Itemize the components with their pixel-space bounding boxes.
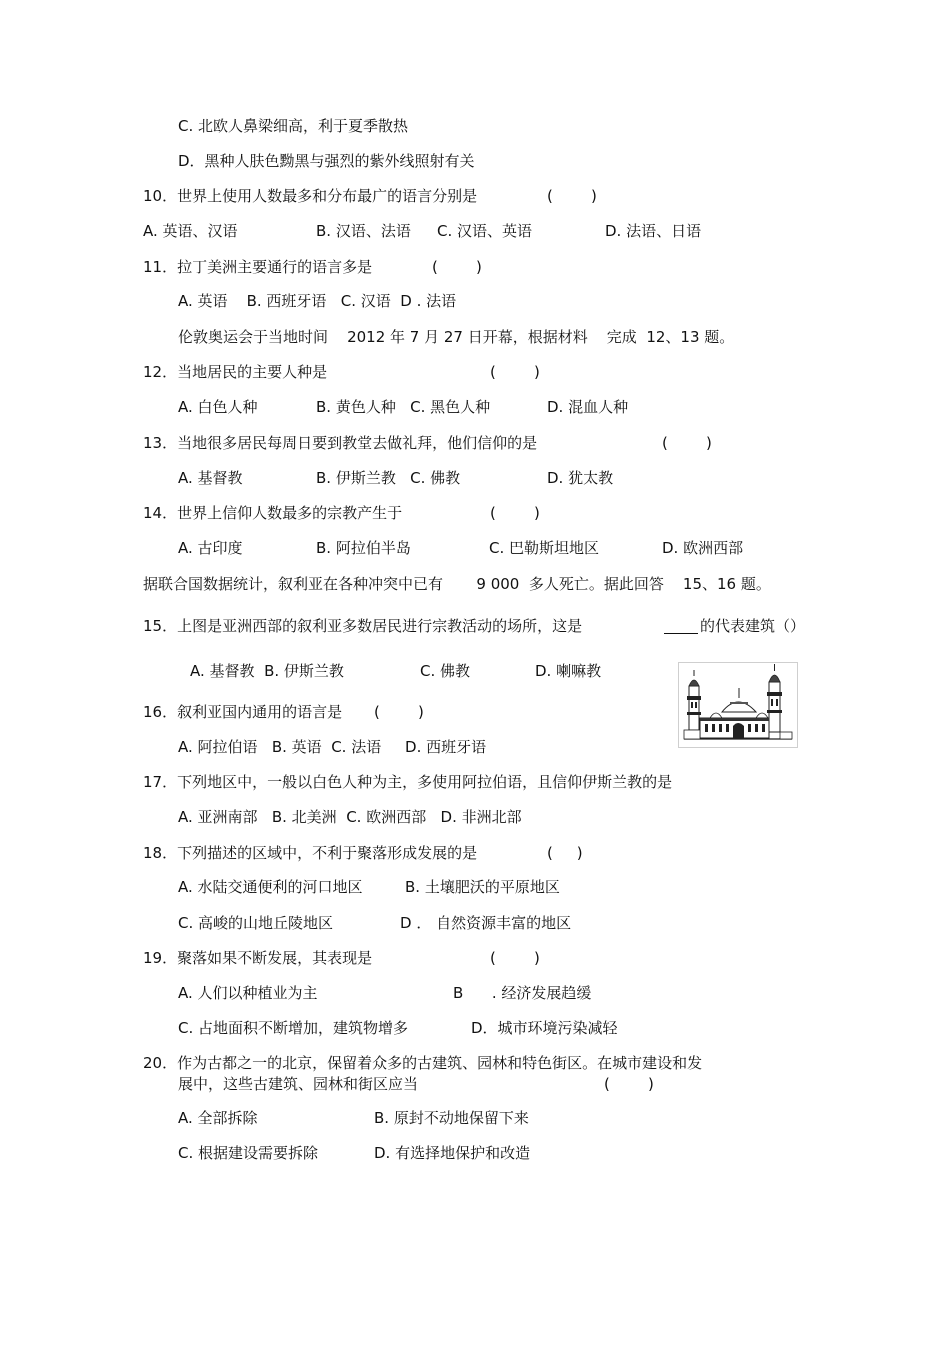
q12-option-b-c: B. 黄色人种 C. 黑色人种	[316, 398, 491, 416]
q10-option-c: C. 汉语、英语	[437, 222, 533, 240]
q10-stem: 10．世界上使用人数最多和分布最广的语言分别是	[143, 187, 478, 205]
q14-option-c: C. 巴勒斯坦地区	[489, 539, 600, 557]
q18-answer-paren: ( )	[547, 844, 583, 862]
q14-stem: 14．世界上信仰人数最多的宗教产生于	[143, 504, 403, 522]
q10-option-d: D. 法语、日语	[605, 222, 702, 240]
q18-option-a: A. 水陆交通便利的河口地区	[178, 878, 363, 896]
q18-option-c: C. 高峻的山地丘陵地区	[178, 914, 334, 932]
q19-option-d: D．城市环境污染减轻	[471, 1019, 618, 1037]
q15-option-a-b: A. 基督教 B. 伊斯兰教	[190, 662, 344, 680]
q16-stem: 16．叙利亚国内通用的语言是	[143, 703, 343, 721]
q16-answer-paren: ( )	[374, 703, 424, 721]
q15-option-c: C. 佛教	[420, 662, 471, 680]
q15-blank	[664, 619, 698, 634]
q13-option-a: A. 基督教	[178, 469, 243, 487]
q15-option-d: D. 喇嘛教	[535, 662, 602, 680]
q18-stem: 18．下列描述的区域中，不利于聚落形成发展的是	[143, 844, 478, 862]
mosque-icon	[678, 662, 798, 748]
intro-15-16: 据联合国数据统计，叙利亚在各种冲突中已有 9 000 多人死亡。据此回答 15、16 题。	[143, 575, 771, 593]
q20-option-c: C. 根据建设需要拆除	[178, 1144, 319, 1162]
q11-options: A. 英语 B. 西班牙语 C. 汉语 D . 法语	[178, 292, 457, 310]
q14-option-d: D. 欧洲西部	[662, 539, 744, 557]
q17-options: A. 亚洲南部 B. 北美洲 C. 欧洲西部 D. 非洲北部	[178, 808, 522, 826]
q14-option-a: A. 古印度	[178, 539, 243, 557]
q14-answer-paren: ( )	[490, 504, 540, 522]
q12-answer-paren: ( )	[490, 363, 540, 381]
q15-stem: 15．上图是亚洲西部的叙利亚多数居民进行宗教活动的场所，这是	[143, 617, 583, 635]
q9-option-d: D．黑种人肤色黝黑与强烈的紫外线照射有关	[178, 152, 475, 170]
q20-stem-line1: 20．作为古都之一的北京，保留着众多的古建筑、园林和特色街区。在城市建设和发	[143, 1054, 703, 1072]
q13-answer-paren: ( )	[662, 434, 712, 452]
q9-option-c: C. 北欧人鼻梁细高，利于夏季散热	[178, 117, 409, 135]
q10-option-a: A. 英语、汉语	[143, 222, 238, 240]
q16-options: A. 阿拉伯语 B. 英语 C. 法语 D. 西班牙语	[178, 738, 487, 756]
q13-option-d: D. 犹太教	[547, 469, 614, 487]
q19-option-b: B . 经济发展趋缓	[453, 984, 592, 1002]
q19-answer-paren: ( )	[490, 949, 540, 967]
q20-option-b: B. 原封不动地保留下来	[374, 1109, 529, 1127]
q15-stem-tail: 的代表建筑（）	[700, 617, 806, 635]
q11-answer-paren: ( )	[432, 258, 482, 276]
q10-option-b: B. 汉语、法语	[316, 222, 411, 240]
q14-option-b: B. 阿拉伯半岛	[316, 539, 411, 557]
intro-12-13: 伦敦奥运会于当地时间 2012 年 7 月 27 日开幕，根据材料 完成 12、13 题。	[178, 328, 735, 346]
q13-stem: 13．当地很多居民每周日要到教堂去做礼拜，他们信仰的是	[143, 434, 538, 452]
q20-option-d: D. 有选择地保护和改造	[374, 1144, 531, 1162]
q13-option-b-c: B. 伊斯兰教 C. 佛教	[316, 469, 461, 487]
q19-stem: 19．聚落如果不断发展，其表现是	[143, 949, 373, 967]
q12-option-d: D. 混血人种	[547, 398, 629, 416]
q12-stem: 12．当地居民的主要人种是	[143, 363, 328, 381]
q20-stem-line2: 展中，这些古建筑、园林和街区应当	[178, 1075, 419, 1093]
q17-stem: 17．下列地区中，一般以白色人种为主，多使用阿拉伯语，且信仰伊斯兰教的是	[143, 773, 673, 791]
q18-option-b: B. 土壤肥沃的平原地区	[405, 878, 560, 896]
q11-stem: 11．拉丁美洲主要通行的语言多是	[143, 258, 373, 276]
q12-option-a: A. 白色人种	[178, 398, 258, 416]
q18-option-d: D ． 自然资源丰富的地区	[400, 914, 572, 932]
q20-option-a: A. 全部拆除	[178, 1109, 258, 1127]
q10-answer-paren: ( )	[547, 187, 597, 205]
q20-answer-paren: ( )	[604, 1075, 654, 1093]
q19-option-a: A. 人们以种植业为主	[178, 984, 318, 1002]
q19-option-c: C. 占地面积不断增加，建筑物增多	[178, 1019, 409, 1037]
